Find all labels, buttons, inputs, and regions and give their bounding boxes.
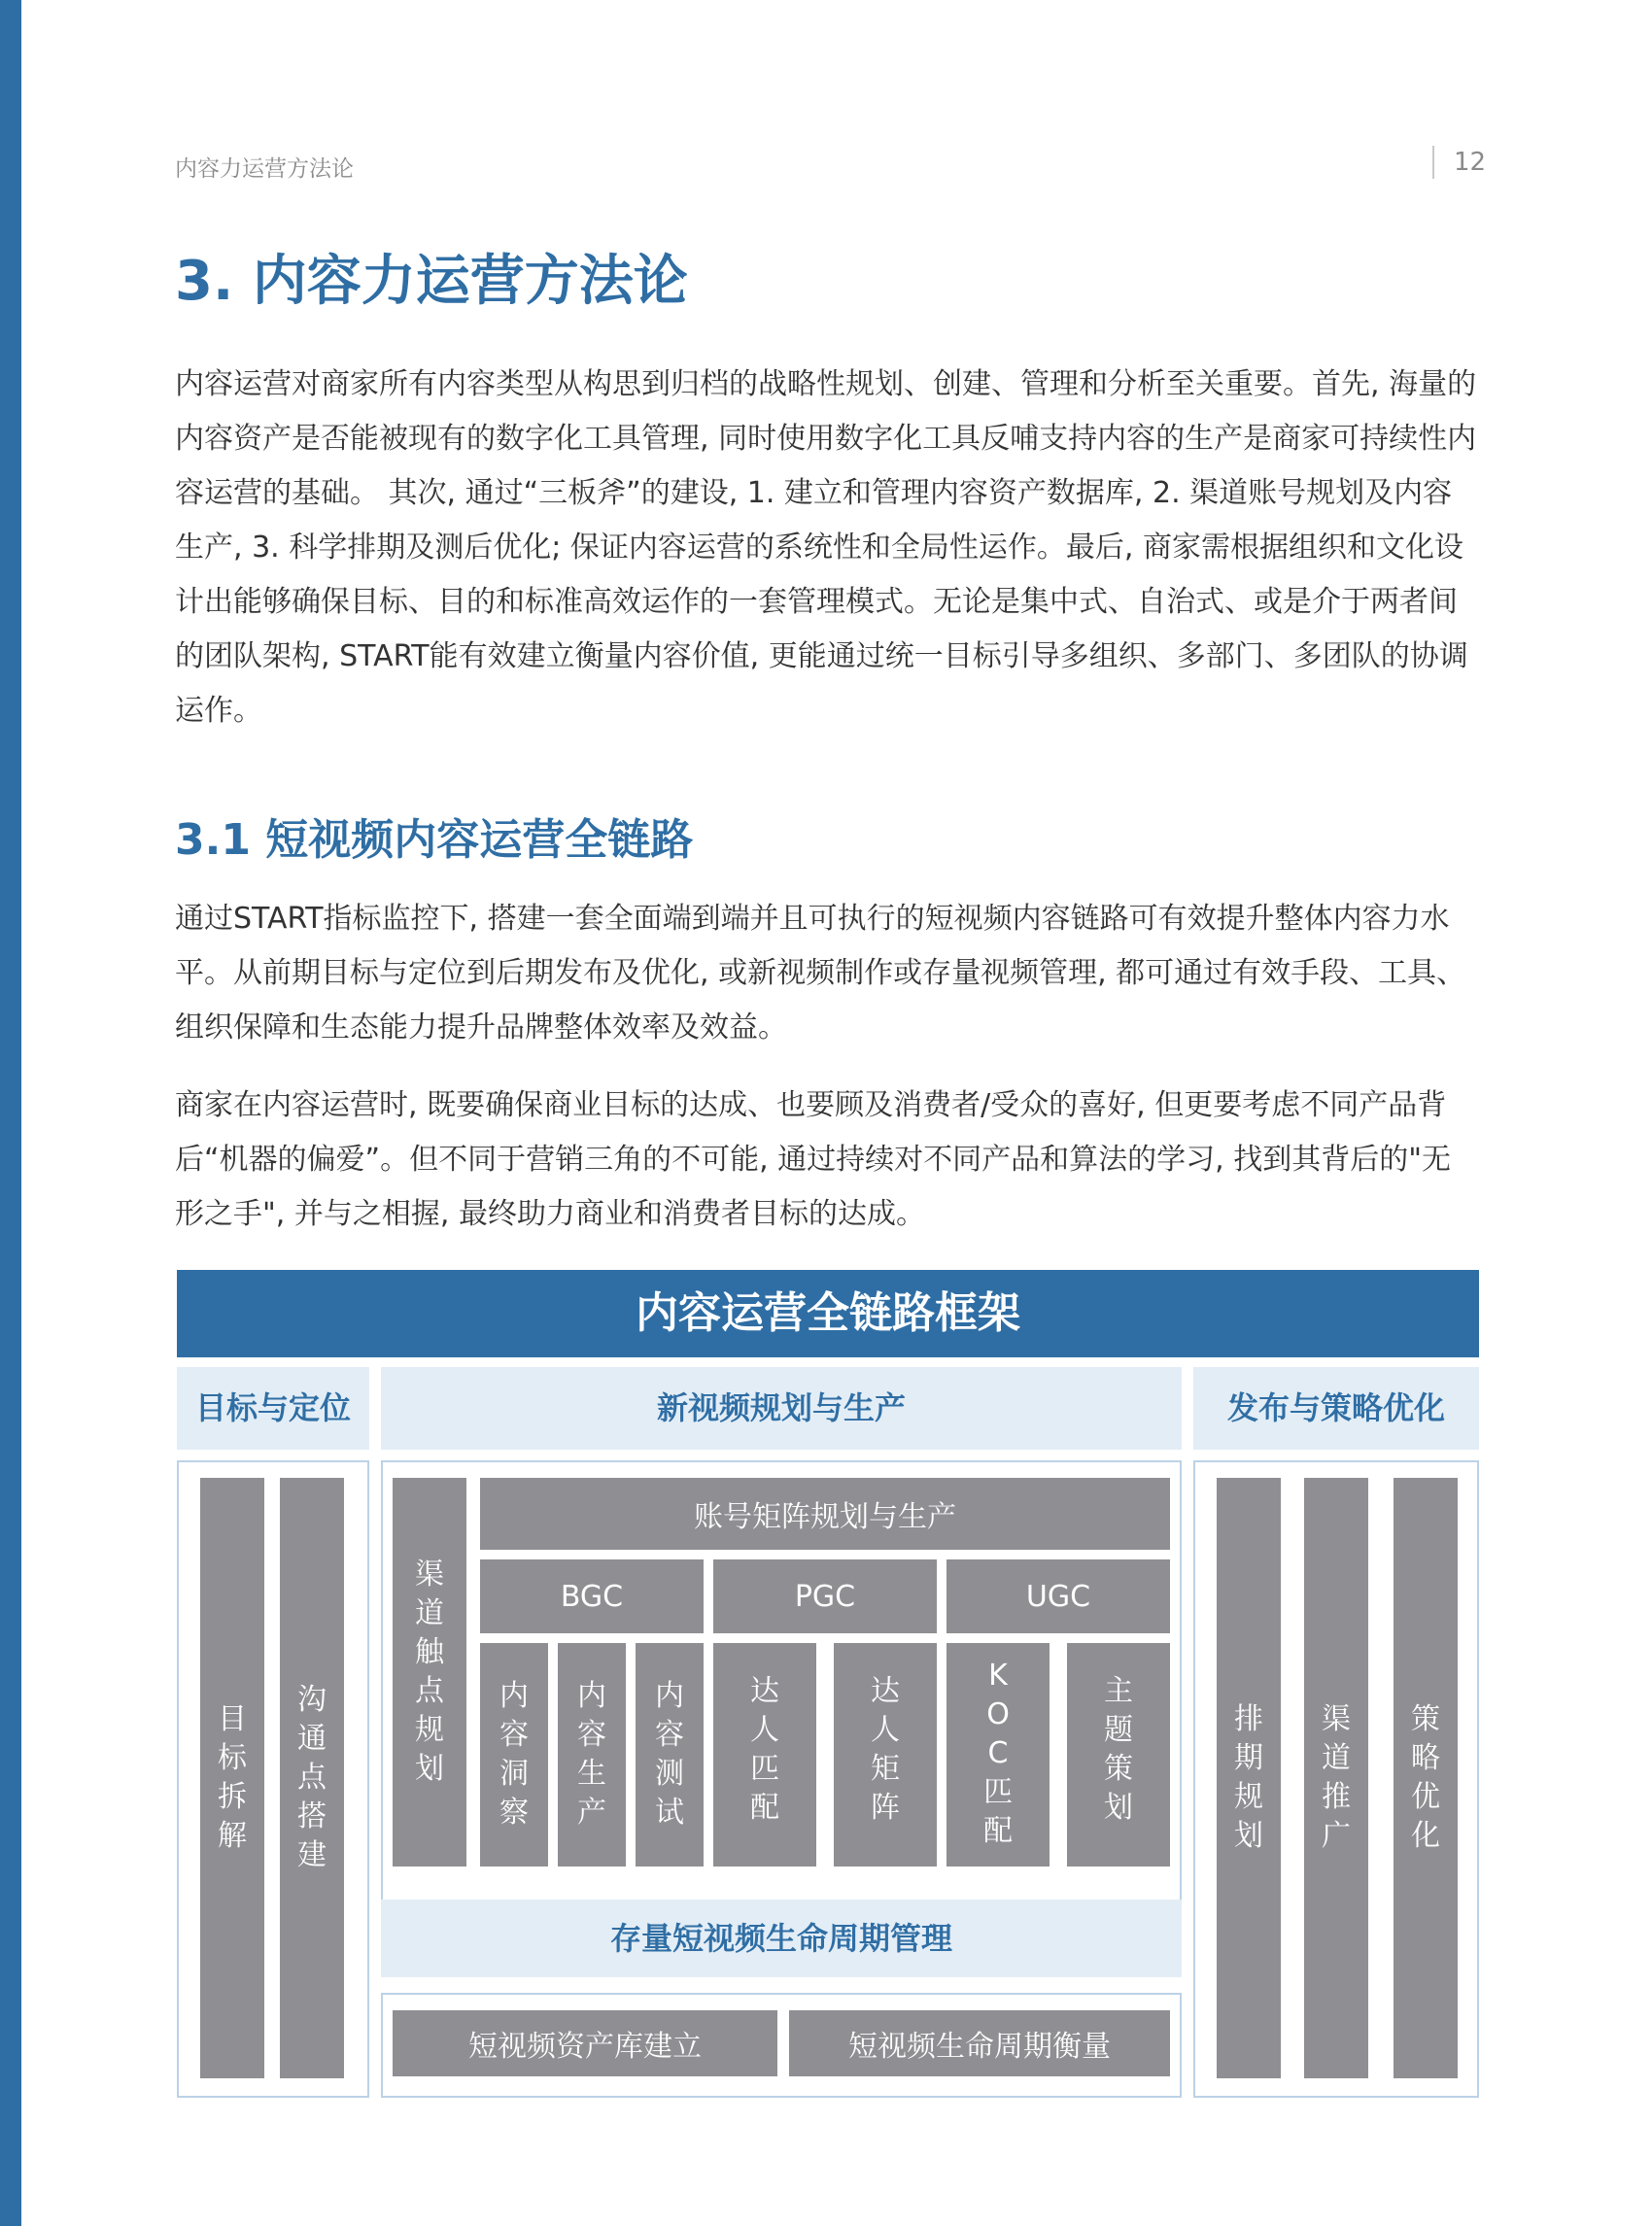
pgc-label: PGC xyxy=(713,1559,937,1633)
framework-title: 内容运营全链路框架 xyxy=(177,1270,1479,1357)
left-accent-bar xyxy=(0,0,21,2226)
bgc-item: 内 容 生 产 xyxy=(558,1643,626,1866)
publish-item: 策 略 优 化 xyxy=(1394,1478,1458,2078)
bgc-label: BGC xyxy=(480,1559,704,1633)
subsection-title: 3.1 短视频内容运营全链路 xyxy=(175,815,694,865)
pgc-item: 达 人 矩 阵 xyxy=(834,1643,937,1866)
subsection-paragraph-1: 通过START指标监控下, 搭建一套全面端到端并且可执行的短视频内容链路可有效提升整体内容力水平。从前期目标与定位到后期发布及优化, 或新视频制作或存量视频管理, 都可通过有效手段、工具、组织保障和生态能力提升品牌整体效率及效益。 xyxy=(175,902,1466,1045)
account-matrix: 账号矩阵规划与生产 xyxy=(480,1478,1170,1550)
section-paragraph: 内容运营对商家所有内容类型从构思到归档的战略性规划、创建、管理和分析至关重要。首先, 海量的内容资产是否能被现有的数字化工具管理, 同时使用数字化工具反哺支持内容的生产是商家可持续性内容运营的基础。 其次, 通过“三板斧”的建设, 1. 建立和管理内容资产数据库, 2. 渠道账号规划及内容生产, 3. 科学排期及测后优化; 保证内容运营的系统性和全局性运作。最后, 商家需根据组织和文化设计出能够确保目标、目的和标准高效运作的一套管理模式。无论是集中式、自治式、或是介于两者间的团队架构, START能有效建立衡量内容价值, 更能通过统一目标引导多组织、多部门、多团队的协调运作。 xyxy=(175,367,1477,728)
column-header-goal: 目标与定位 xyxy=(177,1367,369,1450)
ugc-item: 主 题 策 划 xyxy=(1067,1643,1170,1866)
stock-item: 短视频生命周期衡量 xyxy=(789,2010,1170,2076)
publish-item: 渠 道 推 广 xyxy=(1304,1478,1368,2078)
publish-item: 排 期 规 划 xyxy=(1217,1478,1281,2078)
running-header: 内容力运营方法论 xyxy=(175,156,354,182)
goal-item: 沟 通 点 搭 建 xyxy=(280,1478,344,2078)
column-header-publish: 发布与策略优化 xyxy=(1193,1367,1479,1450)
framework-diagram xyxy=(177,1270,1479,2098)
stock-management-header: 存量短视频生命周期管理 xyxy=(381,1900,1182,1977)
section-title: 3. 内容力运营方法论 xyxy=(175,250,688,313)
subsection-paragraph-2: 商家在内容运营时, 既要确保商业目标的达成、也要顾及消费者/受众的喜好, 但更要考虑不同产品背后“机器的偏爱”。但不同于营销三角的不可能, 通过持续对不同产品和算法的学习, 找到其背后的"无形之手", 并与之相握, 最终助力商业和消费者目标的达成。 xyxy=(175,1088,1452,1231)
channel-touchpoint: 渠 道 触 点 规 划 xyxy=(393,1478,466,1866)
bgc-item: 内 容 洞 察 xyxy=(480,1643,548,1866)
pgc-item: 达 人 匹 配 xyxy=(713,1643,816,1866)
ugc-item: K O C 匹 配 xyxy=(946,1643,1050,1866)
goal-item: 目 标 拆 解 xyxy=(200,1478,264,2078)
ugc-label: UGC xyxy=(946,1559,1170,1633)
stock-item: 短视频资产库建立 xyxy=(393,2010,777,2076)
column-header-new-video: 新视频规划与生产 xyxy=(381,1367,1182,1450)
page-number: 12 xyxy=(1432,146,1486,179)
bgc-item: 内 容 测 试 xyxy=(636,1643,704,1866)
